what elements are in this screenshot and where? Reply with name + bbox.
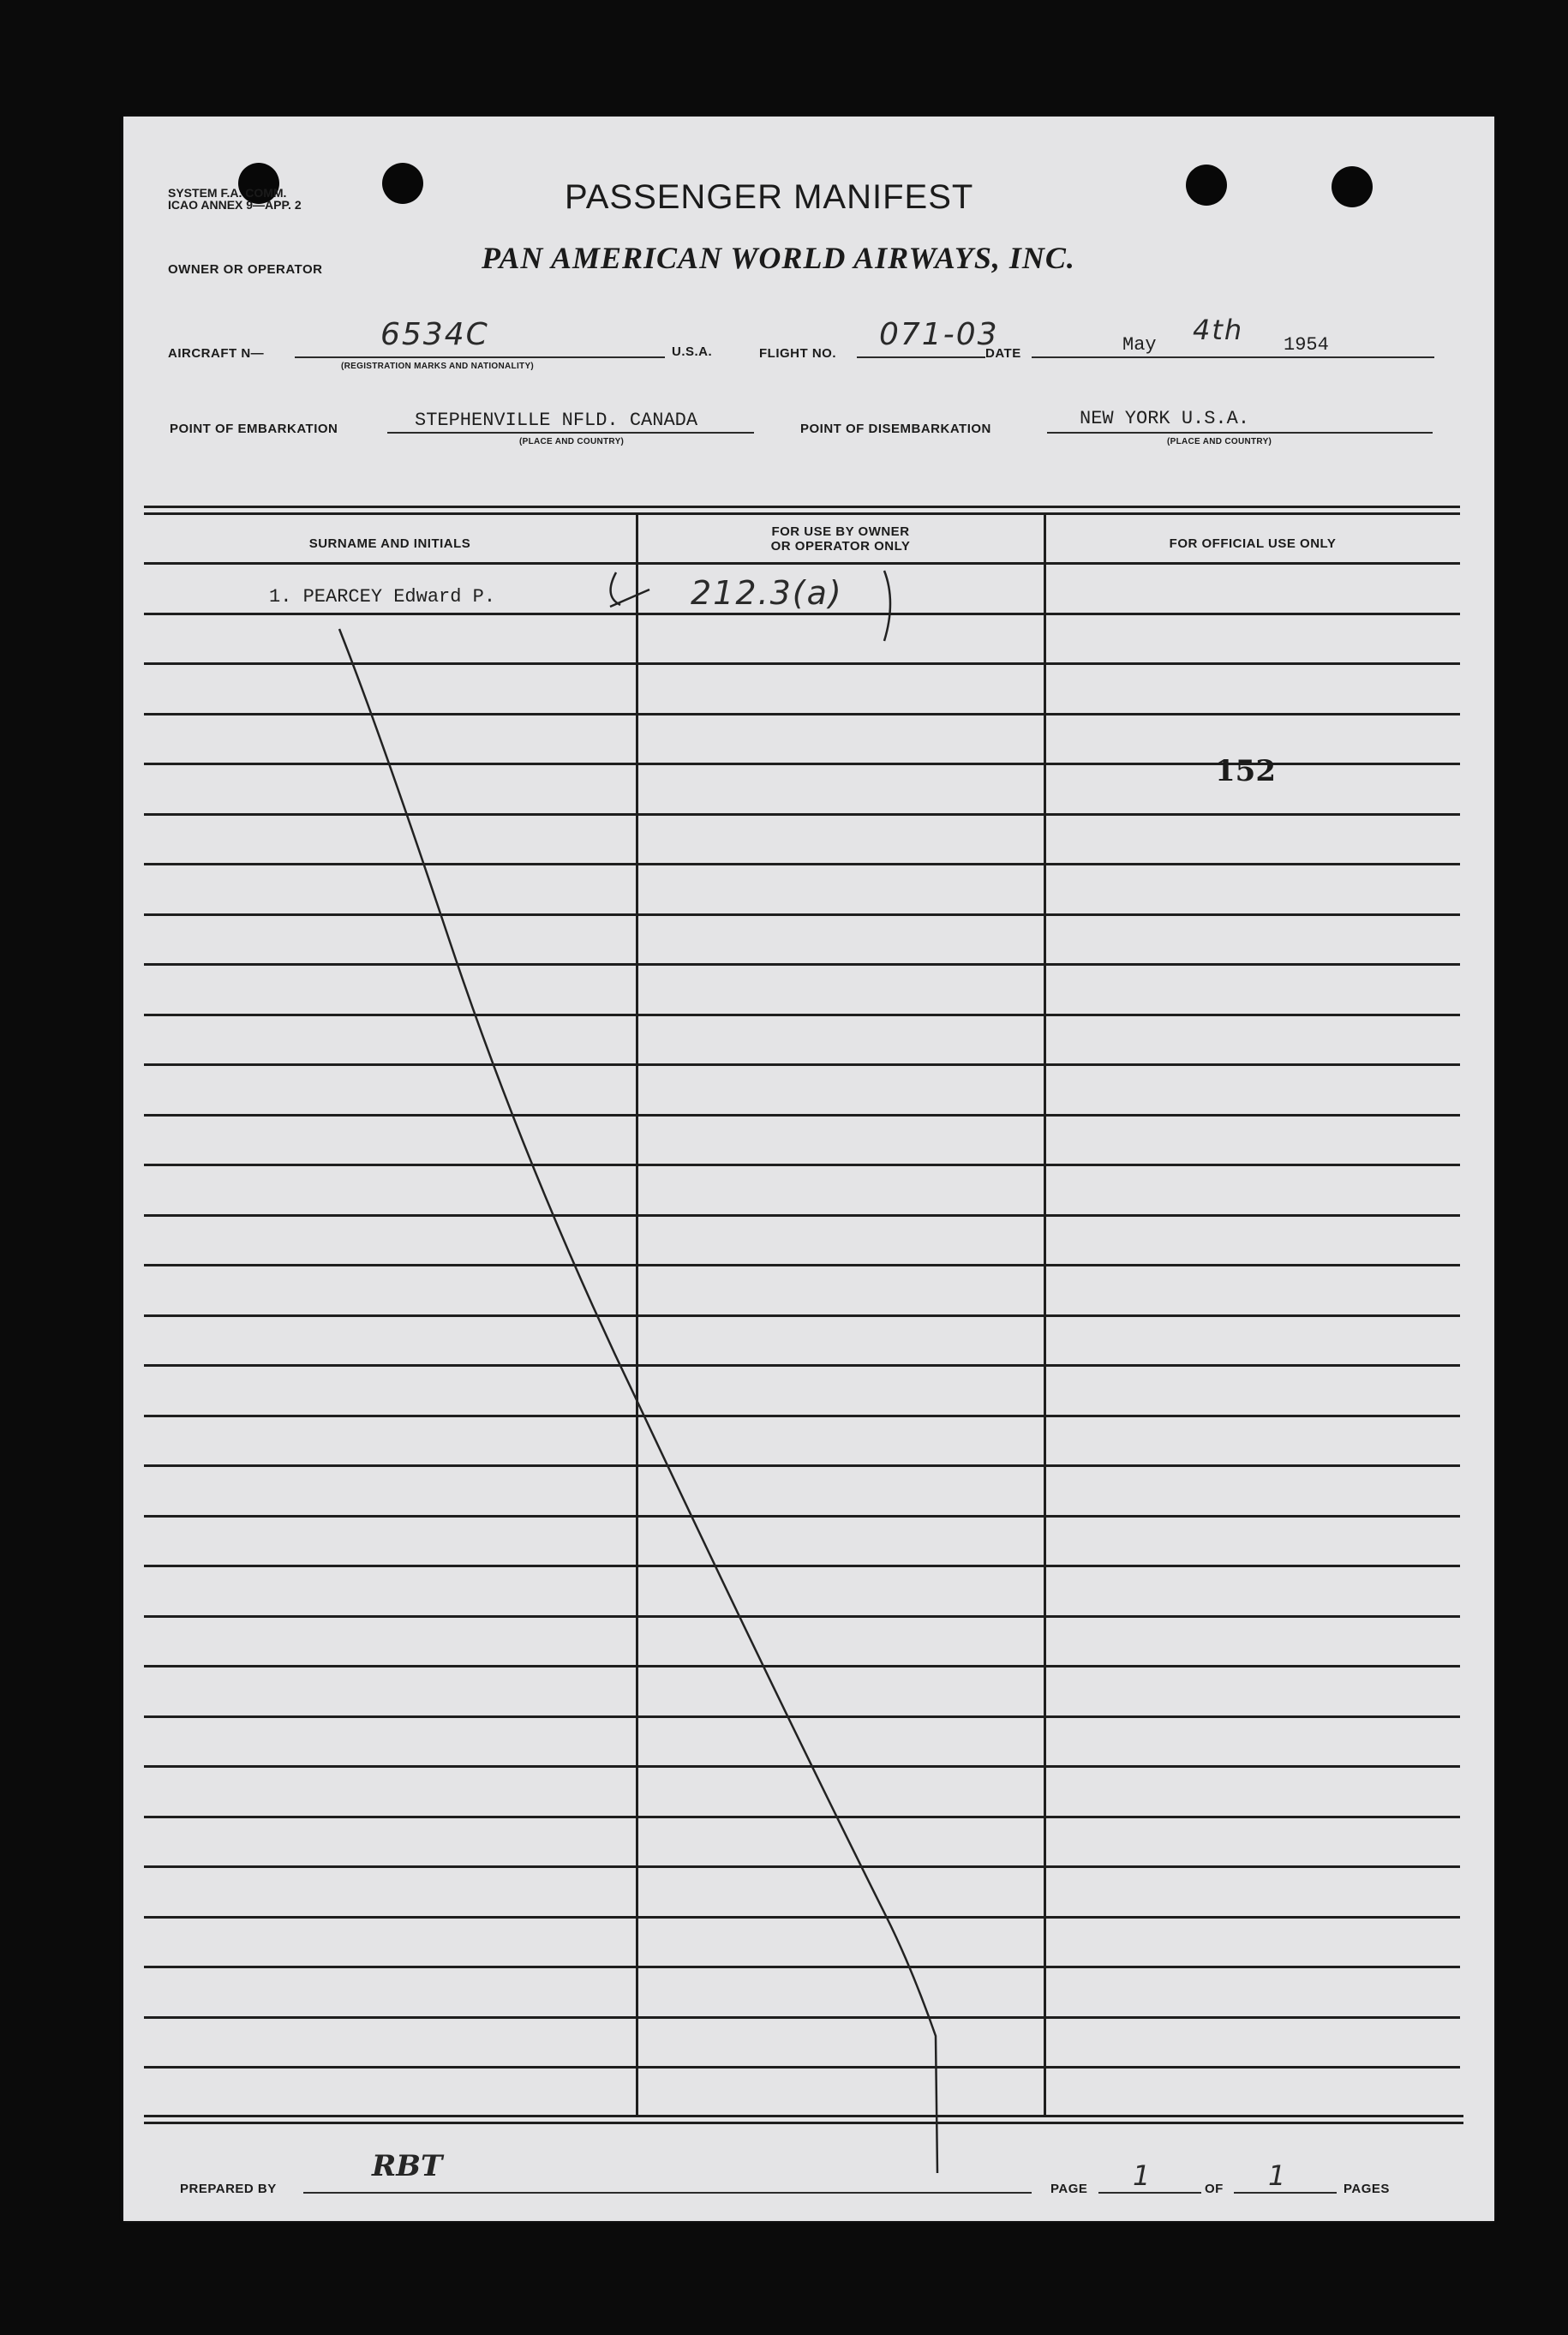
row-rule xyxy=(144,1314,1460,1317)
manifest-page xyxy=(123,117,1494,2221)
row-rule xyxy=(144,1715,1460,1718)
aircraft-underline xyxy=(295,356,665,358)
row-rule xyxy=(144,1515,1460,1518)
row-rule xyxy=(144,2066,1460,2069)
row-rule xyxy=(144,1665,1460,1667)
disembark-label: POINT OF DISEMBARKATION xyxy=(800,422,991,436)
aircraft-label: AIRCRAFT N— xyxy=(168,346,265,361)
prepared-signature: RBT xyxy=(372,2149,443,2183)
check-mark xyxy=(610,572,649,607)
owner-value: PAN AMERICAN WORLD AIRWAYS, INC. xyxy=(482,241,1075,275)
page-underline xyxy=(1098,2192,1201,2194)
row-rule xyxy=(144,1063,1460,1066)
row-rule xyxy=(144,1765,1460,1768)
date-underline xyxy=(1032,356,1434,358)
form-code: SYSTEM F.A. COMM. ICAO ANNEX 9—APP. 2 xyxy=(168,186,302,212)
owner-label: OWNER OR OPERATOR xyxy=(168,262,323,277)
row-rule xyxy=(144,1164,1460,1166)
embark-label: POINT OF EMBARKATION xyxy=(170,422,338,436)
col-header-owner-line1: FOR USE BY OWNER xyxy=(771,524,910,539)
row-rule xyxy=(144,863,1460,865)
pages-label: PAGES xyxy=(1344,2182,1390,2196)
row-rule xyxy=(144,1415,1460,1417)
flight-underline xyxy=(857,356,985,358)
disembark-underline xyxy=(1047,432,1433,434)
table-top-border xyxy=(144,506,1460,508)
row-rule xyxy=(144,1114,1460,1117)
table-bottom-border xyxy=(144,2122,1463,2124)
punch-hole xyxy=(1186,165,1227,206)
official-stamp: 152 xyxy=(1215,754,1276,788)
row-rule xyxy=(144,1364,1460,1367)
row-rule xyxy=(144,662,1460,665)
row-rule xyxy=(144,1464,1460,1467)
embark-underline xyxy=(387,432,754,434)
row-rule xyxy=(144,1014,1460,1016)
table-top-border xyxy=(144,512,1460,515)
row-rule xyxy=(144,1214,1460,1217)
page-label: PAGE xyxy=(1050,2182,1088,2196)
row-rule xyxy=(144,1264,1460,1266)
date-label: DATE xyxy=(985,346,1021,361)
embark-note: (PLACE AND COUNTRY) xyxy=(519,437,625,446)
row-rule xyxy=(144,1966,1460,1968)
total-pages: 1 xyxy=(1268,2159,1288,2192)
disembark-value: NEW YORK U.S.A. xyxy=(1080,408,1250,429)
of-underline xyxy=(1234,2192,1337,2194)
punch-hole xyxy=(382,163,423,204)
row-rule xyxy=(144,813,1460,816)
usa-label: U.S.A. xyxy=(672,344,713,359)
owner-note: 212.3(a) xyxy=(691,574,843,612)
row-rule xyxy=(144,1615,1460,1618)
prepared-underline xyxy=(303,2192,1032,2194)
row-rule xyxy=(144,913,1460,916)
row-rule xyxy=(144,2016,1460,2019)
passenger-name: 1. PEARCEY Edward P. xyxy=(269,586,496,608)
cancel-stroke xyxy=(339,629,937,2173)
embark-value: STEPHENVILLE NFLD. CANADA xyxy=(415,410,698,431)
col-header-official: FOR OFFICIAL USE ONLY xyxy=(1169,536,1337,551)
of-label: OF xyxy=(1205,2182,1224,2196)
page-number: 1 xyxy=(1133,2159,1152,2192)
row-rule xyxy=(144,713,1460,715)
registration-note: (REGISTRATION MARKS AND NATIONALITY) xyxy=(341,362,535,371)
row-rule xyxy=(144,562,1460,565)
row-rule xyxy=(144,1916,1460,1919)
date-month: May xyxy=(1122,334,1157,356)
row-rule xyxy=(144,613,1460,615)
page-title: PASSENGER MANIFEST xyxy=(565,178,974,216)
flight-label: FLIGHT NO. xyxy=(759,346,836,361)
row-rule xyxy=(144,1565,1460,1567)
row-rule xyxy=(144,1816,1460,1818)
prepared-label: PREPARED BY xyxy=(180,2182,277,2196)
table-bottom-border xyxy=(144,2115,1463,2117)
aircraft-number: 6534C xyxy=(380,317,489,352)
paren-mark xyxy=(884,571,890,641)
row-rule xyxy=(144,963,1460,966)
col-header-name: SURNAME AND INITIALS xyxy=(308,536,471,551)
date-day: 4th xyxy=(1193,314,1244,346)
date-year: 1954 xyxy=(1284,334,1329,356)
disembark-note: (PLACE AND COUNTRY) xyxy=(1167,437,1272,446)
row-rule xyxy=(144,1865,1460,1868)
col-header-owner xyxy=(637,524,1044,554)
flight-number: 071-03 xyxy=(879,317,999,352)
punch-hole xyxy=(1332,166,1373,207)
col-header-owner-line2: OR OPERATOR ONLY xyxy=(770,539,911,554)
